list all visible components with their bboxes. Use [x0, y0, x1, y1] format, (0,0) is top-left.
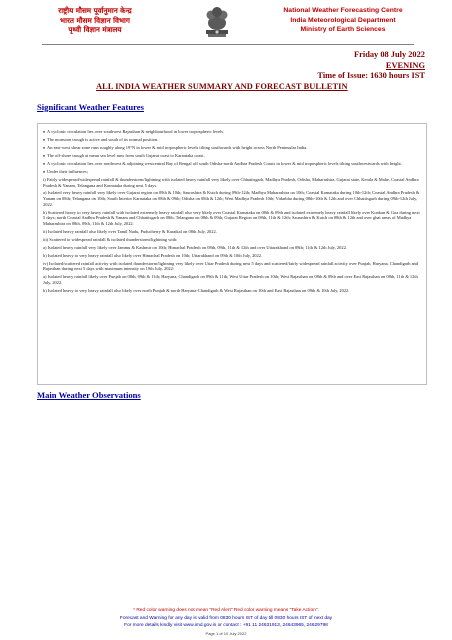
national-emblem-icon [200, 4, 234, 40]
paragraph-text: i) Fairly widespread/widespread rainfall & thunderstorm/lightning with isolated heavy rainfall very likely over Chhattisgarh, Madhya Pradesh, Odisha, Maharashtra, Gujarat state, Kerala & Mahe, Coastal Andhra Pradesh & Yanam, Telangana and Karnataka during next 5 days. [43, 176, 419, 188]
weather-feature-paragraph [43, 129, 421, 135]
paragraph-text: a) Isolated very heavy rainfall very likely over Gujarat region on 09th & 10th; Saurashtra & Kutch during 09th-12th; Madhya Maharashtra on 10th; Coastal Karnataka during 10th-12th; Coastal Andhra Pradesh & Yanam on 08th; Telangana on 10th; South Interior Karnataka on 08th & 09th; Odisha on 08th & 12th; West Madhya Pradesh 10th; Vidarbha during 08th-10th & 12th and over Chhattisgarh during 09th-12th July, 2022. [43, 190, 420, 207]
hindi-header-line2: भारत मौसम विज्ञान विभाग [60, 15, 130, 25]
issue-time: Time of Issue: 1630 hours IST [317, 71, 425, 81]
main-observations-heading[interactable]: Main Weather Observations [37, 390, 141, 400]
hindi-header-line1: राष्ट्रीय मौसम पूर्वानुमान केन्द्र [58, 6, 132, 15]
weather-feature-paragraph [43, 237, 421, 243]
diamond-bullet-icon: ♦ [43, 160, 46, 166]
paragraph-text: Under their influences; [47, 168, 88, 174]
weather-feature-paragraph [43, 288, 421, 294]
weather-feature-paragraph [43, 137, 421, 143]
diamond-bullet-icon: ♦ [43, 136, 46, 142]
bulletin-date: Friday 08 July 2022 [354, 50, 425, 59]
bulletin-title: ALL INDIA WEATHER SUMMARY AND FORECAST BULLETIN [96, 82, 348, 91]
weather-feature-paragraph [43, 145, 421, 151]
diamond-bullet-icon: ♦ [43, 152, 46, 158]
english-header-line1: National Weather Forecasting Centre [283, 7, 403, 14]
paragraph-text: A cyclonic circulation lies over southwest Rajasthan & neighbourhood in lower tropospheric levels. [47, 129, 225, 134]
hindi-header [0, 6, 190, 35]
bulletin-session: EVENING [385, 60, 425, 70]
diamond-bullet-icon: ♦ [43, 144, 46, 150]
paragraph-text: a) Isolated heavy rainfall very likely over Jammu & Kashmir on 10th; Himachal Pradesh on 08th, 09th, 11th & 12th and over Uttarakhand on 08th; 11th & 12th July, 2022. [43, 244, 347, 250]
paragraph-text: ii) Isolated heavy rainfall also likely over Tamil Nadu, Puducherry & Karaikal on 08th July, 2022. [43, 228, 217, 234]
footer-page-number: Page 1 of 10 July 2022 [205, 630, 247, 636]
weather-feature-paragraph [43, 245, 421, 251]
english-header [243, 6, 443, 35]
paragraph-text: b) Scattered heavy to very heavy rainfall with isolated extremely heavy rainfall also very likely over Coastal Karnataka on 08th & 09th and isolated extremely heavy rainfall likely over Konkan & Goa during next 5 days; north Coastal Andhra Pradesh & Yanam and Chhattisgarh on 08th, Telangana on 08th & 09th; Gujarat Region on 08th, 11th & 12th; Saurashtra & Kutch on 08th & 12th and over ghat areas of Madhya Maharashtra on 08th, 09th, 11th & 12th July, 2022. [43, 209, 420, 226]
date-block [317, 50, 425, 82]
footer-validity-note: Forecast and Warning for any day is valid from 0830 hours IST of day till 0830 hours IST of next day [119, 615, 333, 621]
weather-feature-paragraph [43, 253, 421, 259]
weather-feature-paragraph [43, 261, 421, 272]
significant-weather-box [37, 123, 427, 385]
significant-weather-heading[interactable]: Significant Weather Features [37, 102, 144, 112]
paragraph-text: a) Isolated heavy rainfall likely over Punjab on 08th, 09th & 11th; Haryana, Chandigarh on 09th & 11th; West Uttar Pradesh on 10th; West Rajasthan on 08th & 09th and over East Rajasthan on 08th, 11th & 12th July, 2022. [43, 274, 418, 285]
english-header-line3: Ministry of Earth Sciences [300, 26, 386, 33]
footer-warning-note: * Red color warning does not mean "Red Alert" Red color warning means "Take Action". [133, 608, 319, 613]
paragraph-text: iv) Isolated/scattered rainfall activity with isolated thunderstorm/lightning very likely over Uttar Pradesh during next 5 days and scattered/fairly widespread rainfall activity over Punjab, Haryana, Chandigarh and Rajasthan during next 5 days with maximum intensity on 10th July, 2022: [43, 260, 418, 272]
weather-feature-paragraph [43, 169, 421, 175]
footer-contact-note: For more details kindly visit www.imd.gov.in or contact : +91 11 24631913, 24643965, 24629798 [124, 623, 328, 628]
paragraph-text: b) Isolated heavy to very heavy rainfall also likely over north Punjab & north Haryana-Chandigarh & West Rajasthan on 10th and East Rajasthan on 09th & 10th July, 2022. [43, 287, 350, 293]
weather-feature-paragraph [43, 190, 421, 207]
paragraph-text: b) Isolated heavy to very heavy rainfall also likely over Himachal Pradesh on 10th; Uttarakhand on 09th & 10th July, 2022. [43, 252, 263, 258]
paragraph-text: The monsoon trough is active and south of its normal position. [47, 136, 159, 142]
diamond-bullet-icon: ♦ [43, 129, 46, 134]
header-divider [42, 44, 414, 45]
english-header-line2: India Meteorological Department [290, 16, 396, 24]
paragraph-text: iii) Scattered to widespread rainfall & isolated thunderstorm/lightning with: [43, 236, 178, 242]
paragraph-text: A cyclonic circulation lies over northwest & adjoining westcentral Bay of Bengal off south Odisha-north Andhra Pradesh Coasts in lower & mid tropospheric levels tilting southwestwards with height. [47, 160, 402, 166]
weather-feature-paragraph [43, 229, 421, 235]
weather-feature-paragraph [43, 274, 421, 285]
weather-feature-paragraph [43, 210, 421, 227]
paragraph-text: The off-shore trough at mean sea level runs from south Gujarat coast to Karnataka coast. [47, 152, 205, 158]
paragraph-text: An east-west shear zone runs roughly along 19°N in lower & mid tropospheric levels tilting southwards with height across North Peninsular India. [47, 144, 308, 150]
hindi-header-line3: पृथ्वी विज्ञान मंत्रालय [68, 25, 122, 34]
weather-feature-paragraph [43, 161, 421, 167]
weather-feature-paragraph [43, 177, 421, 188]
diamond-bullet-icon: ♦ [43, 168, 46, 174]
weather-feature-paragraph [43, 153, 421, 159]
